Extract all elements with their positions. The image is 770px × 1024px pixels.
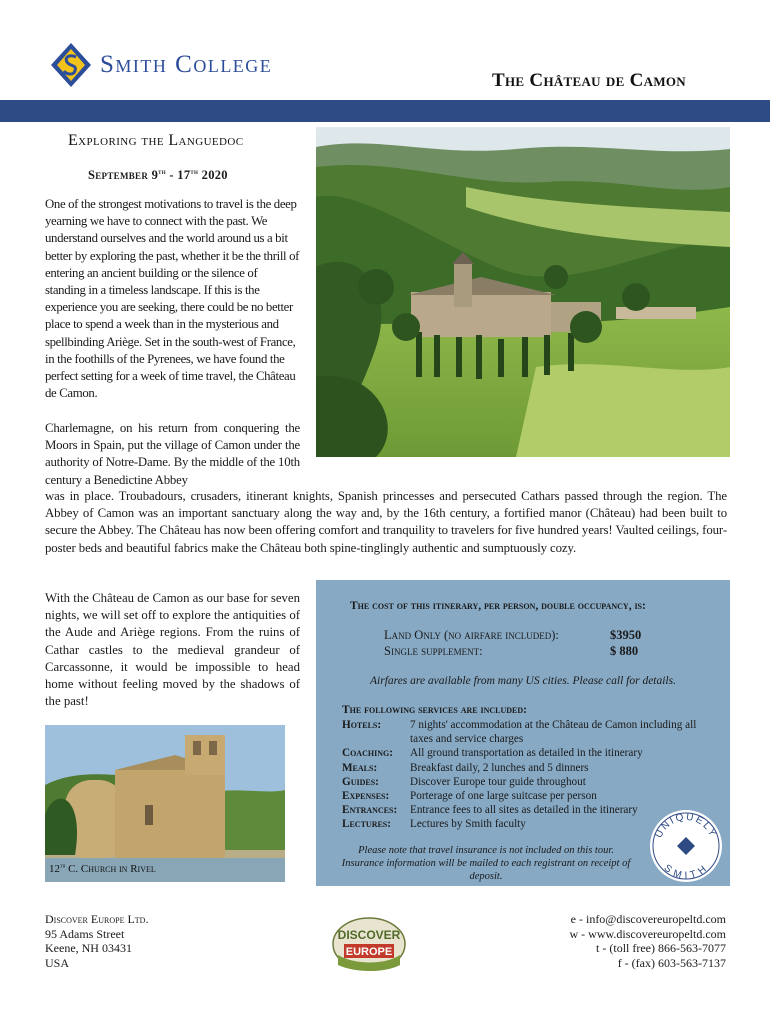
- contact-info: [569, 912, 726, 970]
- service-item-hotels: [342, 718, 700, 746]
- cost-heading: The cost of this itinerary, per person, double occupancy, is:: [350, 600, 646, 612]
- contact-website[interactable]: w - www.discovereuropeltd.com: [569, 926, 726, 941]
- service-label: Lectures:: [342, 818, 391, 831]
- service-item-lectures: [342, 817, 700, 831]
- dates-end: - 17: [165, 168, 191, 183]
- price-label: Land Only (no airfare included):: [384, 628, 559, 642]
- seal-text-bottom: SMITH: [661, 862, 711, 882]
- intro-paragraph: One of the strongest motivations to travel is the deep yearning we have to connect with the past. We understand ourselves and the world around us a bit better by exploring the past, whether it be the thrill of entering an ancient building or the silence of standing in a timeless landscape. If this is the experience you are seeking, there could be no better place to spend a week than in the mysterious and spellbinding Ariège. Set in the south-west of France, in the foothills of the Pyrenees, we have found the perfect setting for a week of time travel, the Château de Camon.: [45, 197, 300, 401]
- history-paragraph: Charlemagne, on his return from conquering the Moors in Spain, put the village of Camon under the authority of Notre-Dame. By the middle of the 10th century a Benedictine Abbey: [45, 421, 300, 487]
- address-city: Keene, NH 03431: [45, 941, 132, 955]
- photo-caption: [45, 858, 285, 882]
- airfare-note: Airfares are available from many US cities. Please call for details.: [370, 675, 676, 687]
- logo-text-discover: DISCOVER: [337, 928, 401, 942]
- page-title: The Château de Camon: [492, 70, 686, 91]
- address-street: 95 Adams Street: [45, 926, 125, 941]
- uniquely-smith-seal-icon: [648, 808, 724, 884]
- services-list: [342, 718, 700, 832]
- dates-year: 2020: [198, 168, 228, 183]
- smith-seal-icon: [50, 42, 92, 88]
- service-item-expenses: [342, 789, 700, 803]
- chateau-landscape-photo: [316, 127, 730, 457]
- section-title: Exploring the Languedoc: [68, 132, 244, 149]
- dates-start: September 9: [88, 168, 159, 183]
- price-row-land-only: [384, 628, 664, 643]
- contact-email[interactable]: e - info@discovereuropeltd.com: [570, 912, 726, 926]
- caption-number: 12: [49, 863, 60, 875]
- service-item-entrances: [342, 803, 700, 817]
- cost-box: [316, 580, 730, 886]
- service-label: Expenses:: [342, 790, 390, 803]
- service-value: 7 nights' accommodation at the Château de Camon including all taxes and service charges: [410, 719, 697, 746]
- company-address: [45, 912, 148, 970]
- insurance-note: Please note that travel insurance is not included on this tour. Insurance information will be mailed to each registrant on receipt of deposit.: [341, 845, 631, 882]
- service-value: Lectures by Smith faculty: [410, 818, 526, 831]
- contact-phone: t - (toll free) 866-563-7077: [596, 941, 726, 955]
- caption-sup: th: [60, 863, 66, 870]
- header-bar: [0, 100, 770, 122]
- service-label: Entrances:: [342, 804, 398, 817]
- service-item-meals: [342, 761, 700, 775]
- service-value: Breakfast daily, 2 lunches and 5 dinners: [410, 761, 589, 774]
- price-amount: $3950: [610, 628, 642, 642]
- address-country: USA: [45, 955, 70, 970]
- services-heading: The following services are included:: [342, 704, 527, 716]
- service-value: Entrance fees to all sites as detailed in the itinerary: [410, 804, 638, 817]
- org-name: Smith College: [100, 51, 273, 78]
- logo-text-europe: EUROPE: [345, 946, 393, 958]
- price-label: Single supplement:: [384, 644, 483, 658]
- contact-fax: f - (fax) 603-563-7137: [617, 955, 726, 970]
- caption-text: C. Church in Rivel: [65, 863, 156, 875]
- service-label: Guides:: [342, 775, 379, 788]
- base-paragraph: With the Château de Camon as our base for seven nights, we will set off to explore the antiquities of the Aude and Ariège regions. From the ruins of Cathar castles to the medieval grandeur of Carcassonne, it would be impossible to head home without feeling moved by the shadows of the past!: [45, 591, 300, 709]
- service-value: All ground transportation as detailed in the itinerary: [410, 747, 643, 760]
- company-name: Discover Europe Ltd.: [45, 912, 149, 926]
- seal-text-top: UNIQUELY: [653, 811, 719, 840]
- discover-europe-logo: [330, 915, 408, 973]
- dates-sup: th: [190, 168, 199, 176]
- service-item-coaching: [342, 746, 700, 760]
- service-label: Hotels:: [342, 719, 382, 731]
- service-value: Porterage of one large suitcase per person: [410, 790, 597, 803]
- tour-dates: [88, 168, 228, 183]
- smith-college-logo: [50, 42, 272, 88]
- service-label: Meals:: [342, 761, 378, 774]
- price-row-single-supplement: [384, 644, 664, 659]
- dates-sup: th: [158, 168, 166, 176]
- service-item-guides: [342, 775, 700, 789]
- history-paragraph-continued: was in place. Troubadours, crusaders, itinerant knights, Spanish princesses and persecuted Cathars passed through the region. The Abbey of Camon was an important sanctuary along the way and, by the 16th century, a fortified manor (Château) had been built to secure the Abbey. The Château has now been offering comfort and tranquility to travelers for five hundred years! Vaulted ceilings, four-poster beds and beautiful fabrics make the Château both spine-tinglingly authentic and sumptuously cozy.: [45, 489, 727, 555]
- price-amount: $ 880: [610, 644, 639, 658]
- service-label: Coaching:: [342, 747, 393, 760]
- service-value: Discover Europe tour guide throughout: [410, 775, 586, 788]
